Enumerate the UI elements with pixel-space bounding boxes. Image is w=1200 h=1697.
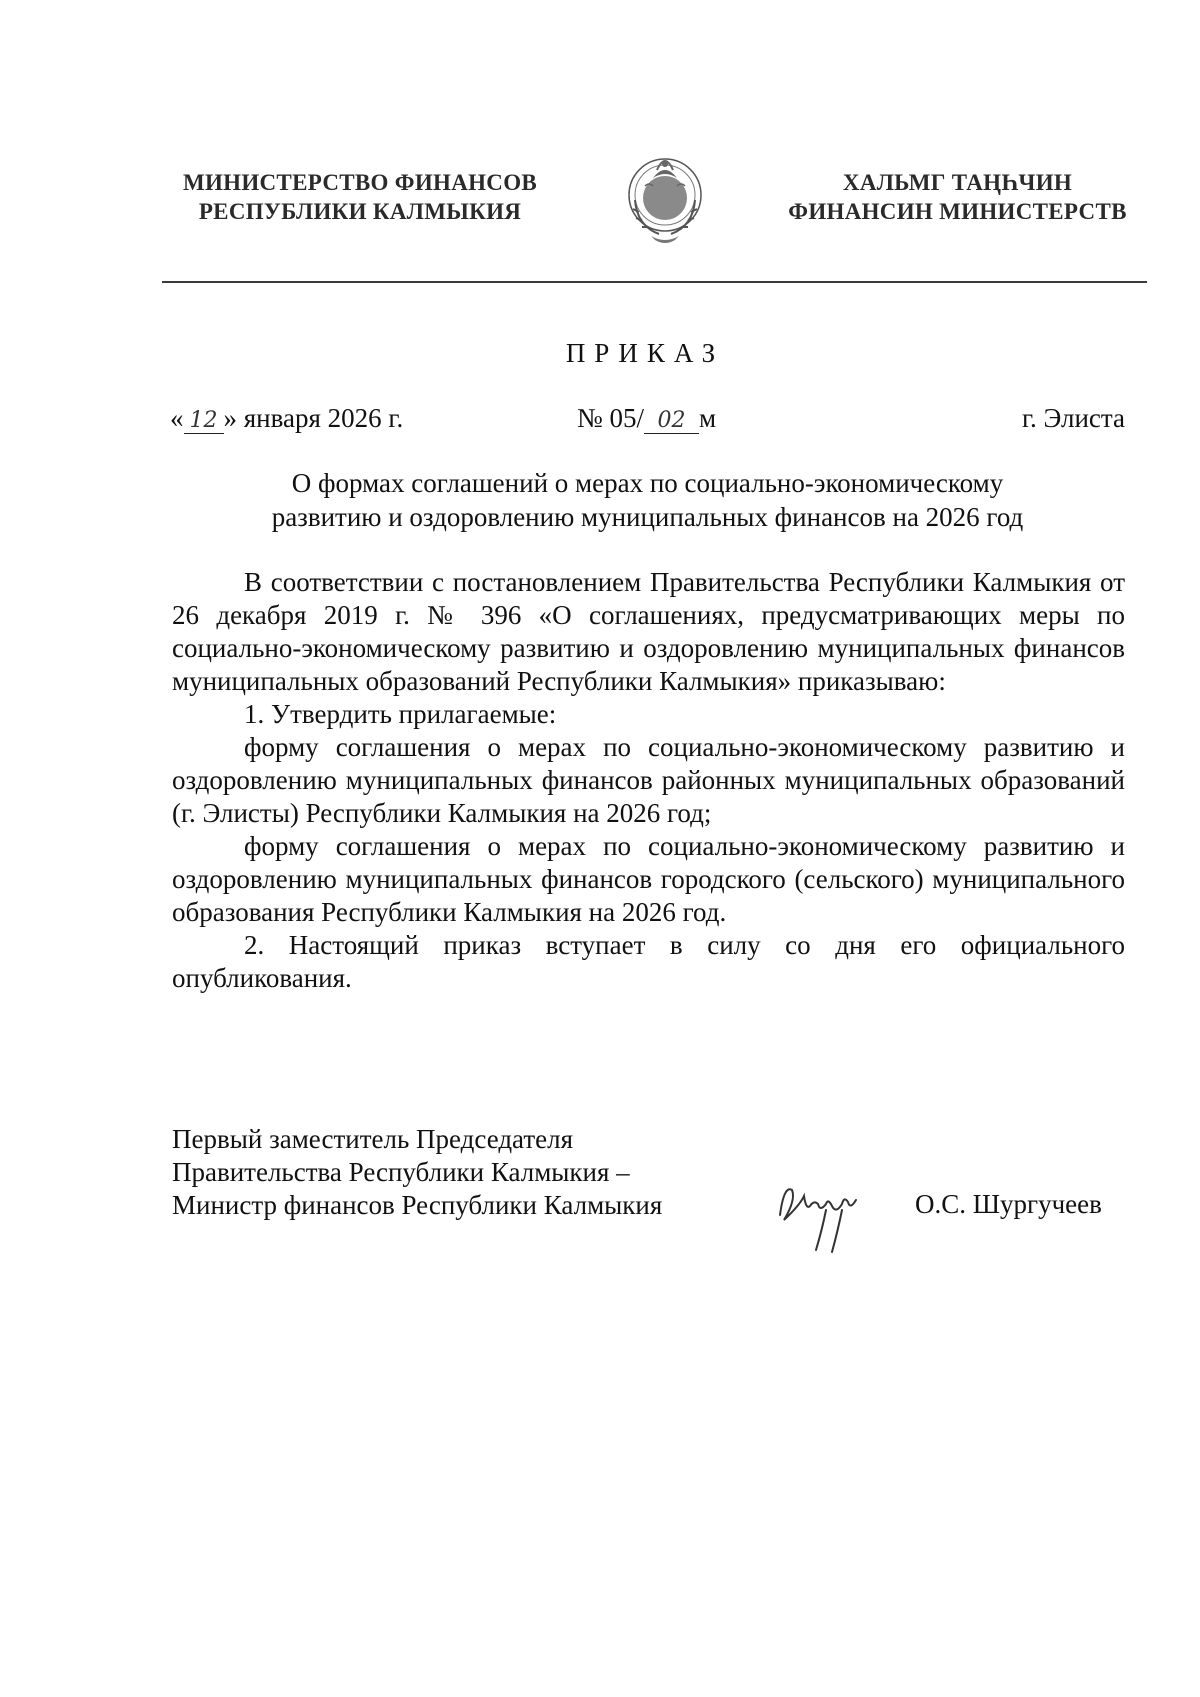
number-prefix: № 05/: [577, 403, 645, 433]
heading-line-2: развитию и оздоровлению муниципальных финансов на 2026 год: [271, 502, 1024, 532]
org-ru-line-1: МИНИСТЕРСТВО ФИНАНСОВ: [182, 170, 538, 195]
signatory-position: [172, 1123, 662, 1222]
number-handwritten: 02: [644, 408, 699, 434]
header-divider: [162, 281, 1147, 283]
org-kalm-line-2: ФИНАНСИН МИНИСТЕРСТВ: [788, 199, 1127, 224]
body-paragraph-form-1: форму соглашения о мерах по социально-экономическому развитию и оздоровлению муниципальных финансов районных муниципальных образований (г. Элисты) Республики Калмыкия на 2026 год;: [172, 732, 1125, 828]
body-paragraph-preamble: В соответствии с постановлением Правительства Республики Калмыкия от 26 декабря 2019 г. № 396 «О соглашениях, предусматривающих меры по социально-экономическому развитию и оздоровлению муниципальных финансов муниципальных образований Республики Калмыкия» приказываю:: [172, 567, 1125, 696]
order-city: г. Элиста: [1021, 403, 1125, 433]
order-date: [170, 403, 403, 434]
position-line-3: Министр финансов Республики Калмыкия: [172, 1190, 663, 1220]
handwritten-signature: [770, 1160, 880, 1260]
order-heading: [170, 466, 1125, 534]
org-kalm-line-1: ХАЛЬМГ ТАҢҺЧИН: [842, 170, 1073, 195]
body-paragraph-item-1: 1. Утвердить прилагаемые:: [244, 699, 557, 729]
date-month-year: » января 2026 г.: [223, 403, 404, 433]
body-paragraph-item-2: 2. Настоящий приказ вступает в силу со дня его официального опубликования.: [172, 930, 1125, 993]
organization-name-kalmyk: [760, 168, 1155, 226]
date-day-handwritten: 12: [184, 408, 224, 434]
position-line-2: Правительства Республики Калмыкия –: [172, 1157, 630, 1187]
org-ru-line-2: РЕСПУБЛИКИ КАЛМЫКИЯ: [198, 199, 522, 224]
date-open-quote: «: [170, 403, 184, 433]
heading-line-1: О формах соглашений о мерах по социально-экономическому: [291, 468, 1004, 498]
organization-name-ru: [170, 168, 550, 226]
body-paragraph-form-2: форму соглашения о мерах по социально-экономическому развитию и оздоровлению муниципальных финансов городского (сельского) муниципального образования Республики Калмыкия на 2026 год.: [172, 831, 1125, 927]
document-title: ПРИКАЗ: [565, 338, 725, 368]
coat-of-arms-icon: [615, 140, 715, 250]
order-body: [172, 566, 1125, 995]
number-suffix: м: [699, 403, 717, 433]
order-number: [577, 403, 716, 434]
signatory-name: О.С. Шургучеев: [915, 1189, 1102, 1219]
position-line-1: Первый заместитель Председателя: [172, 1124, 574, 1154]
